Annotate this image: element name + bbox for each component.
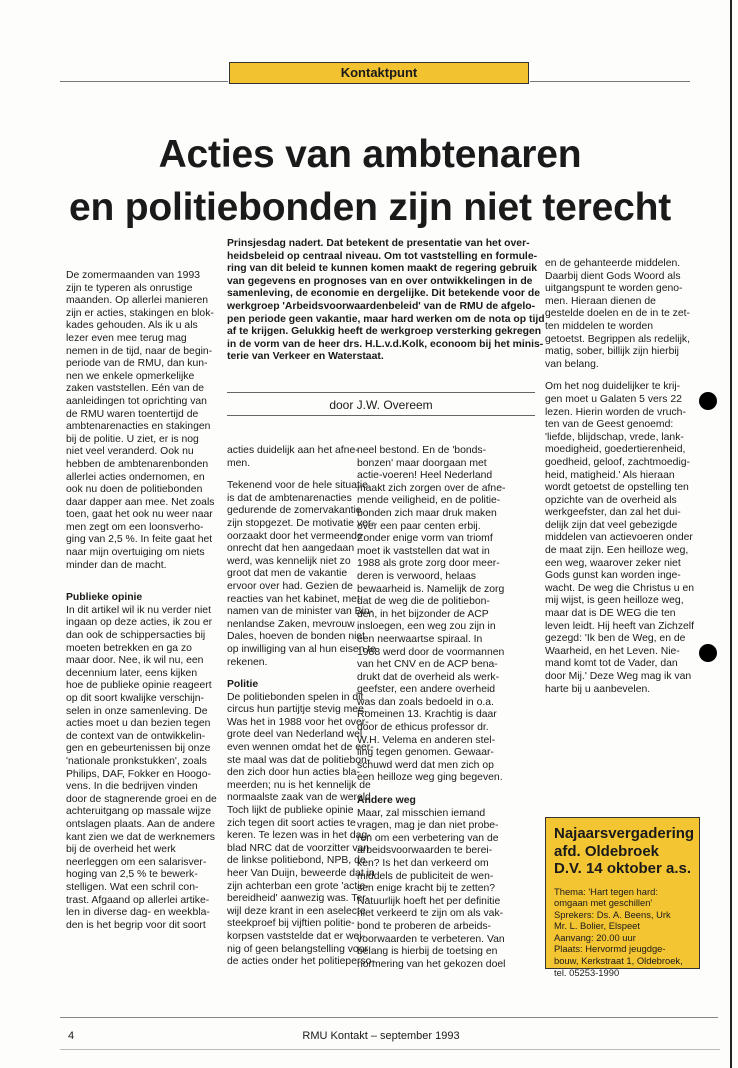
text-line: insloegen, een weg zou zijn in	[357, 621, 496, 633]
text-line: den, in het bijzonder de ACP	[357, 608, 489, 620]
text-line: heer Van Duijn, beweerde dat in	[227, 868, 375, 879]
publication-line: RMU Kontakt – september 1993	[302, 1030, 460, 1042]
text-line: ontslagen plaats. Aan de andere	[66, 818, 216, 830]
text-line: Mr. L. Bolier, Elspeet	[554, 920, 640, 932]
text-line: den zich door hun acties bla-	[227, 767, 360, 779]
text-line: een weg, waarover zeker niet	[545, 557, 681, 569]
text-line: mende veiligheid, en de politie-	[357, 495, 501, 507]
text-line: hoe de publieke opinie reageert	[66, 680, 212, 692]
meeting-notice-box	[545, 817, 700, 978]
text-line: kades gehouden. Als ik u als	[66, 320, 198, 332]
text-line: in de vorm van de heer drs. H.L.v.d.Kolk, econoom bij het minis-	[227, 338, 544, 350]
text-line: drukt dat de overheid als werk-	[357, 671, 500, 683]
text-line: Romeinen 13. Krachtig is daar	[357, 709, 497, 721]
text-line: ingaan op deze acties, ik zou er	[66, 617, 213, 629]
text-line: bonzen' maar doorgaan met	[357, 457, 487, 469]
text-line: men zegt om een loonsverho-	[66, 521, 204, 533]
text-line: opzichte van de overheid als	[545, 494, 677, 506]
text-line: heidsbeleid op centraal niveau. Om tot vaststelling en formule-	[227, 250, 538, 262]
text-line: moeten betrekken en ga zo	[66, 642, 192, 654]
text-line: schuwd werd dat men zich op	[357, 759, 494, 771]
headline-line-1: Acties van ambtenaren	[158, 133, 582, 176]
text-line: getoetst. Begrippen als redelijk,	[545, 333, 690, 345]
text-line: leven leidt. Hij heeft van Zichzelf	[545, 620, 695, 632]
text-line: 1988 als grote zorg door meer-	[357, 558, 500, 570]
text-line: omgaan met geschillen'	[554, 897, 653, 909]
text-line: 'nationale pronkstukken', zoals	[66, 755, 207, 767]
text-line: Dales, hoeven de bonden niet	[227, 631, 366, 643]
subheading: Andere weg	[357, 795, 416, 807]
text-line: zijn te typeren als onrustige	[66, 282, 193, 294]
header-rule-right	[530, 81, 690, 82]
text-line: de maat zijn. Een heilloze weg,	[545, 545, 689, 557]
text-line: van belang.	[545, 358, 599, 370]
text-line: af te krijgen. Gelukkig heeft de werkgroep versterking gekregen	[227, 326, 542, 338]
text-line: periode van de RMU, dan kun-	[66, 358, 208, 370]
text-line: Daarbij dient Gods Woord als	[545, 270, 681, 282]
text-line: belang is hierbij de toetsing en	[357, 946, 498, 958]
text-line: oorzaakt door het vermeende	[227, 530, 363, 542]
paragraph-gap	[545, 371, 700, 381]
text-line: van gegevens en prognoses van en over ontwikkelingen in de	[227, 275, 533, 287]
text-line: voorwaarden te verbeteren. Van	[357, 933, 505, 945]
text-line: groot dat men de vakantie	[227, 568, 348, 580]
text-line: den is het begrip voor dit soort	[66, 919, 206, 931]
text-line: nemen in de tijd, naar de begin-	[66, 345, 213, 357]
article-column-2	[227, 445, 377, 969]
text-line: acties duidelijk aan het afne-	[227, 445, 359, 456]
text-line: Aanvang: 20.00 uur	[554, 931, 636, 943]
text-line: Waarheid, en het Leven. Nie-	[545, 645, 680, 657]
text-line: ken? Is het dan verkeerd om	[357, 858, 489, 869]
text-line: niet veel veranderd. Ook nu	[66, 446, 194, 458]
text-line: samenleving, de economie en dergelijke. Dit betekende voor de	[227, 288, 540, 300]
text-line: acties moet u dan bezien tegen	[66, 718, 211, 730]
text-line: Was het in 1988 voor het over-	[227, 716, 369, 728]
text-line: even wennen omdat het de eer-	[227, 742, 374, 754]
text-line: Zonder enige vorm van triomf	[357, 533, 493, 545]
header-rule-left	[60, 81, 228, 82]
article-column-4	[545, 258, 700, 696]
text-line: lezen. Hierin worden de vruch-	[545, 406, 686, 418]
text-line: ervoor over had. Gezien de	[227, 580, 353, 592]
text-line: allerlei acties ondernomen, en	[66, 471, 205, 483]
text-line: moet ik vaststellen dat wat in	[357, 545, 490, 557]
text-line: zijn stopgezet. De motivatie ver-	[227, 517, 375, 529]
intro-paragraph	[227, 238, 545, 364]
text-line: ambtenarenacties en stakingen	[66, 421, 211, 433]
text-line: door de stagnerende groei en de	[66, 793, 217, 805]
binder-hole-icon	[699, 644, 717, 662]
text-line: Sprekers: Ds. A. Beens, Urk	[554, 908, 671, 920]
text-line: Natuurlijk hoeft het per definitie	[357, 895, 501, 907]
text-line: middelen van actievoeren onder	[545, 532, 693, 544]
text-line: hoging van 2,5 % te bewerk-	[66, 869, 198, 881]
text-line: bouw, Kerkstraat 1, Oldebroek,	[554, 955, 683, 967]
text-line: en de gehanteerde middelen.	[545, 258, 681, 269]
text-line: middels de publiciteit de wen-	[357, 870, 494, 882]
text-line: toen, gaat het ook nu weer naar	[66, 509, 213, 521]
text-line: Tekenend voor de hele situatie	[227, 480, 368, 492]
text-line: keren. Te lezen was in het dag-	[227, 830, 371, 842]
byline-rule-top	[227, 392, 535, 393]
text-line: meerden; nu is het kennelijk de	[227, 779, 371, 791]
text-line: bij de politie. U ziet, er is nog	[66, 433, 199, 445]
text-line: een neerwaartse spiraal. In	[357, 633, 483, 645]
text-line: D.V. 14 oktober a.s.	[554, 860, 692, 877]
text-line: gen moet u Galaten 5 vers 22	[545, 393, 682, 405]
text-line: De zomermaanden van 1993	[66, 270, 201, 281]
binder-hole-icon	[699, 392, 717, 410]
text-line: tel. 05253-1990	[554, 966, 620, 978]
text-line: ste maal was dat de politiebon-	[227, 754, 371, 766]
paragraph-gap	[227, 669, 345, 679]
text-line: zich tegen dit soort acties te	[227, 817, 356, 829]
text-line: gestelde doelen en de in te zet-	[545, 308, 690, 320]
paragraph-gap	[357, 785, 535, 795]
text-line: circus hun partijtje stevig mee.	[227, 704, 367, 716]
text-line: namen van de minister van Bin-	[227, 606, 374, 618]
text-line: lezer even mee terug mag	[66, 332, 187, 344]
text-line: bonden zich maar druk maken	[357, 507, 497, 519]
text-line: ling tegen genomen. Gewaar-	[357, 747, 494, 759]
text-line: op inwilliging van al hun eisen te	[227, 643, 377, 655]
section-tag: Kontaktpunt	[229, 62, 529, 84]
text-line: heid, matigheid.' Als hieraan	[545, 469, 675, 481]
text-line: ring van dit beleid te kunnen komen maakt de regering gebruik	[227, 263, 538, 275]
text-line: delijk zijn dat veel gebezigde	[545, 519, 678, 531]
text-line: pen periode geen vakantie, maar hard werken om de nota op tijd	[227, 313, 545, 325]
text-line: normaalste zaak van de wereld.	[227, 792, 374, 804]
text-line: Toch lijkt de publieke opinie	[227, 805, 354, 817]
text-line: zijn er acties, stakingen en blok-	[66, 307, 214, 319]
article-column-1	[66, 270, 216, 932]
text-line: In dit artikel wil ik nu verder niet	[66, 604, 211, 616]
text-line: gedurende de zomervakantie	[227, 505, 362, 517]
text-line: Philips, DAF, Fokker en Hoogo-	[66, 768, 211, 780]
text-line: zaken vaststellen. Eén van de	[66, 383, 205, 395]
paragraph-gap	[66, 582, 216, 592]
paragraph-gap	[227, 470, 345, 480]
text-line: De politiebonden spelen in dit	[227, 691, 364, 703]
text-line: bond te proberen de arbeids-	[357, 920, 492, 932]
page-number: 4	[68, 1030, 75, 1042]
scan-edge-line	[60, 1049, 720, 1050]
text-line: dan ook de schippersacties bij	[66, 630, 206, 642]
text-line: geefster, een andere overheid	[357, 684, 496, 696]
paragraph-gap	[66, 572, 216, 582]
text-line: len in diverse dag- en weekbla-	[66, 907, 210, 919]
text-line: kant zien we dat de werknemers	[66, 831, 216, 843]
text-line: decennium later, eens kijken	[66, 667, 198, 679]
text-line: terie van Verkeer en Waterstaat.	[227, 351, 384, 363]
text-line: vens. In die bedrijven vinden	[66, 781, 198, 793]
text-line: bij de overheid het werk	[66, 844, 176, 856]
text-line: Maar, zal misschien iemand	[357, 807, 486, 819]
text-line: reacties van het kabinet, met	[227, 593, 360, 605]
text-line: vragen, mag je dan niet probe-	[357, 820, 499, 832]
text-line: harte bij u aanbevelen.	[545, 683, 651, 695]
text-line: de context van de ontwikkelin-	[66, 730, 206, 742]
subheading: Politie	[227, 679, 259, 691]
text-line: niet verkeerd te zijn om als vak-	[357, 908, 504, 920]
text-line: Thema: 'Hart tegen hard:	[554, 885, 658, 897]
text-line: hebben de ambtenarenbonden	[66, 458, 209, 470]
subheading: Publieke opinie	[66, 592, 143, 604]
text-line: gezegd: 'Ik ben de Weg, en de	[545, 633, 686, 645]
text-line: gen en gebeurtenissen bij onze	[66, 743, 211, 755]
text-line: afd. Oldebroek	[554, 842, 660, 860]
text-line: onrecht dat hen aangedaan	[227, 543, 355, 555]
text-line: Najaarsvergadering	[554, 825, 695, 842]
text-line: ren om een verbetering van de	[357, 832, 499, 844]
text-line: maar dat is DE WEG die ten	[545, 608, 676, 620]
text-line: maar door. Nee, ik wil nu, een	[66, 655, 204, 667]
text-line: mij wijst, is geen heilloze weg,	[545, 595, 684, 607]
text-line: selen in onze samenleving. De	[66, 705, 208, 717]
text-line: bewaarheid is. Namelijk de zorg	[357, 583, 505, 595]
byline: door J.W. Overeem	[329, 398, 433, 412]
text-line: dat de weg die de politiebon-	[357, 596, 490, 608]
article-column-3	[357, 445, 535, 971]
text-line: actie-voeren! Heel Nederland	[357, 470, 493, 482]
text-line: uitgangspunt te worden geno-	[545, 283, 683, 295]
text-line: bereidheid' aanwezig was. Ter-	[227, 893, 370, 905]
text-line: wacht. De weg die Christus u en	[545, 582, 695, 594]
text-line: steekproef bij vijftien politie-	[227, 918, 355, 930]
text-line: Om het nog duidelijker te krij-	[545, 381, 681, 393]
text-line: door de ethicus professor dr.	[357, 722, 489, 734]
text-line: is dat de ambtenarenacties	[227, 492, 352, 504]
text-line: blad NRC dat de voorzitter van	[227, 842, 370, 854]
text-line: ten middelen te worden	[545, 320, 654, 332]
text-line: maakt zich zorgen over de afne-	[357, 482, 506, 494]
text-line: zijn achterban een grote 'actie-	[227, 880, 369, 892]
page-edge-rule	[730, 0, 732, 1068]
text-line: was dan zoals bedoeld in o.a.	[357, 696, 494, 708]
text-line: achteruitgang op massale wijze	[66, 806, 211, 818]
text-line: grote deel van Nederland wel	[227, 729, 363, 741]
text-line: moedigheid, goedertierenheid,	[545, 444, 686, 456]
text-line: ging van 2,5 %. In feite gaat het	[66, 534, 213, 546]
text-line: naar mijn overtuiging om niets	[66, 547, 205, 559]
text-line: wijl deze krant in een aselecte	[227, 905, 366, 917]
text-line: werkgroep 'Arbeidsvoorwaardenbeleid' van de RMU de afgelo-	[227, 300, 536, 312]
text-line: sen enige kracht bij te zetten?	[357, 883, 496, 895]
text-line: van het CNV en de ACP bena-	[357, 659, 498, 671]
text-line: ten van de Geest genoemd:	[545, 419, 674, 431]
text-line: door Mij.' Deze Weg mag ik van	[545, 671, 692, 682]
headline-line-2: en politiebonden zijn niet terecht	[68, 186, 672, 229]
text-line: nig of geen belangstelling voor	[227, 943, 368, 955]
text-line: wordt getoetst de opstelling ten	[545, 482, 689, 494]
text-line: maanden. Op allerlei manieren	[66, 295, 209, 307]
text-line: ook nu doen de politiebonden	[66, 484, 203, 496]
text-line: Gods gunst kan worden inge-	[545, 570, 681, 582]
text-line: men.	[227, 457, 251, 469]
text-line: goedheid, geloof, zachtmoedig-	[545, 456, 690, 468]
text-line: een heilloze weg ging begeven.	[357, 772, 503, 784]
text-line: W.H. Velema en anderen stel-	[357, 734, 496, 746]
text-line: Prinsjesdag nadert. Dat betekent de presentatie van het over-	[227, 238, 530, 249]
text-line: mand komt tot de Vader, dan	[545, 658, 678, 670]
text-line: 'liefde, blijdschap, vrede, lank-	[545, 431, 684, 443]
byline-rule-bottom	[227, 415, 535, 416]
text-line: neel bestond. En de 'bonds-	[357, 445, 487, 456]
text-line: werkgeefster, dan zal het dui-	[545, 507, 681, 519]
text-line: rekenen.	[227, 656, 268, 668]
text-line: 1988 werd door de voormannen	[357, 646, 505, 658]
text-line: daar dapper aan mee. Net zoals	[66, 496, 215, 508]
text-line: men. Hieraan dienen de	[545, 295, 656, 307]
text-line: neerleggen om een salarisver-	[66, 856, 207, 868]
text-line: trast. Afgaand op allerlei artike-	[66, 894, 210, 906]
text-line: stelligen. Wat een schril con-	[66, 881, 199, 893]
text-line: korpsen vaststelde dat er wei-	[227, 930, 366, 942]
text-line: de linkse politiebond, NPB, de	[227, 855, 366, 867]
notice-details	[554, 886, 693, 979]
text-line: aanleidingen tot oprichting van	[66, 395, 207, 407]
text-line: matig, sober, billijk zijn hierbij	[545, 346, 679, 358]
text-line: minder dan de macht.	[66, 559, 167, 571]
notice-title	[554, 825, 693, 878]
text-line: nen we enkele opmerkelijke	[66, 370, 195, 382]
text-line: de acties onder het politieperso-	[227, 956, 375, 968]
text-line: over een paar centen erbij.	[357, 520, 481, 532]
text-line: arbeidsvoorwaarden te berei-	[357, 845, 493, 857]
text-line: Plaats: Hervormd jeugdge-	[554, 943, 666, 955]
text-line: normering van het gekozen doel	[357, 958, 506, 970]
text-line: deren is verwoord, helaas	[357, 570, 476, 582]
text-line: werd, was kennelijk niet zo	[227, 555, 351, 567]
text-line: op dit soort kwalijke verschijn-	[66, 693, 205, 704]
text-line: nenlandse Zaken, mevrouw	[227, 618, 355, 630]
footer-rule	[60, 1017, 718, 1018]
text-line: de RMU waren toentertijd de	[66, 408, 199, 420]
